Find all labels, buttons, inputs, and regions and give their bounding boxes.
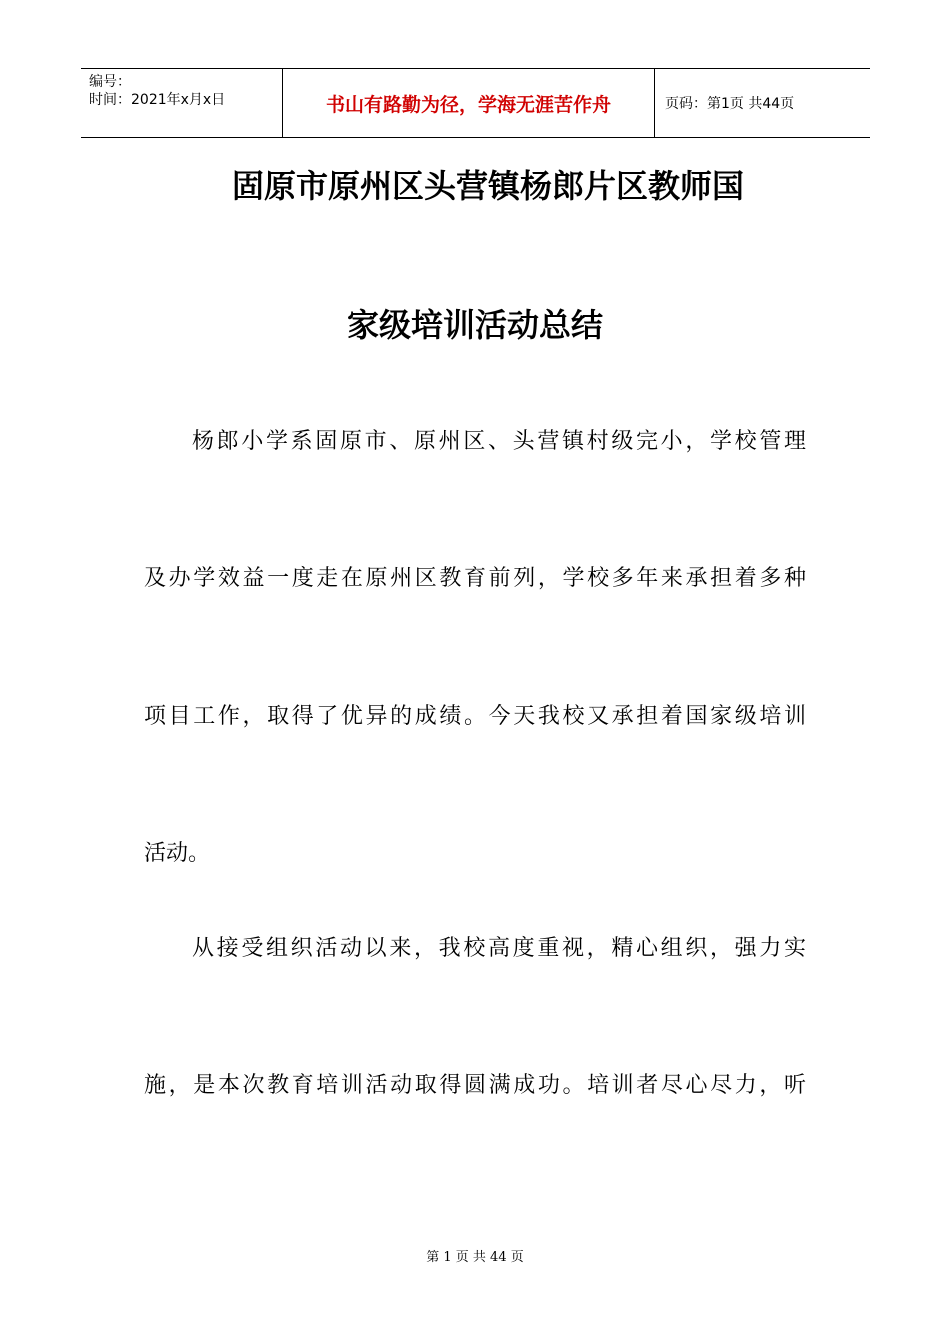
- body-line: 及办学效益一度走在原州区教育前列，学校多年来承担着多种: [144, 566, 806, 591]
- document-title-line-2: 家级培训活动总结: [346, 306, 603, 344]
- body-line: 项目工作，取得了优异的成绩。今天我校又承担着国家级培训: [144, 704, 806, 729]
- header-meta: [81, 69, 282, 137]
- body-line: 施，是本次教育培训活动取得圆满成功。培训者尽心尽力，听: [144, 1073, 806, 1098]
- page-footer: 第 1 页 共 44 页: [426, 1250, 524, 1265]
- time-label: 时间：2021年x月x日: [89, 92, 226, 108]
- body-line: 杨郎小学系固原市、原州区、头营镇村级完小，学校管理: [192, 429, 806, 454]
- header-page-info: 页码：第1页 共44页: [665, 96, 795, 112]
- header-motto: 书山有路勤为径，学海无涯苦作舟: [282, 69, 655, 137]
- page-header: [81, 68, 870, 138]
- body-line: 活动。: [144, 841, 211, 866]
- body-line: 从接受组织活动以来，我校高度重视，精心组织，强力实: [192, 936, 806, 961]
- number-label: 编号：: [89, 74, 131, 90]
- document-title-line-1: 固原市原州区头营镇杨郎片区教师国: [232, 167, 745, 205]
